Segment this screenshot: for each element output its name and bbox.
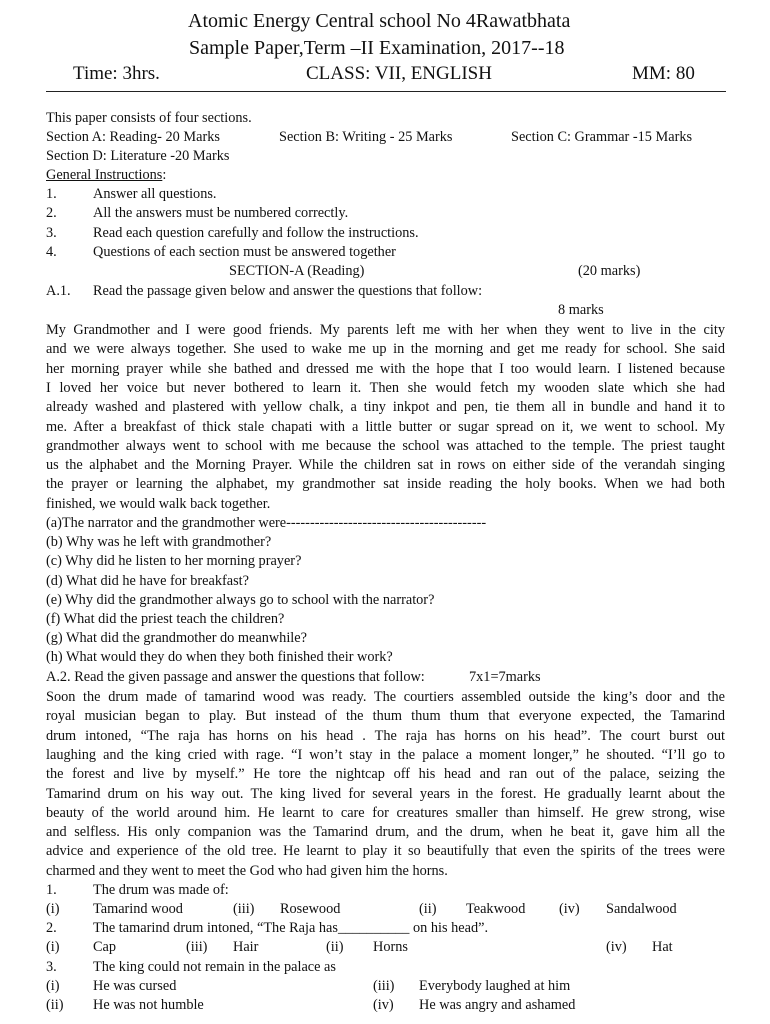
- passage-line: I loved her voice but never bothered to learn it. Then she would fetch my wooden slate which she had: [46, 379, 725, 396]
- option-text: Rosewood: [280, 901, 341, 917]
- school-title: Atomic Energy Central school No 4Rawatbhata: [188, 10, 571, 32]
- passage-line: and we were always together. She used to wake me up in the morning and get me ready for school. She said: [46, 341, 725, 358]
- passage-line: her morning prayer while she bathed and dressed me with the hope that I too would learn. I listened because: [46, 360, 725, 377]
- question-instruction: Read the passage given below and answer the questions that follow:: [93, 283, 483, 299]
- question-item: (h) What would they do when they both finished their work?: [46, 649, 393, 666]
- option-label: (ii): [419, 901, 437, 917]
- instruction-text: Questions of each section must be answered together: [93, 244, 396, 260]
- option-text: He was not humble: [93, 997, 204, 1013]
- option-text: Horns: [373, 939, 408, 955]
- section-c-marks: Section C: Grammar -15 Marks: [511, 129, 693, 145]
- section-a-total-marks: (20 marks): [578, 263, 641, 279]
- instruction-number: 3.: [46, 225, 57, 241]
- passage-line: grandmother always went to school with me because the school was attached to the temple. The priest taught: [46, 437, 725, 454]
- mcq-question: The tamarind drum intoned, “The Raja has__________ on his head”.: [93, 920, 489, 936]
- sections-intro: This paper consists of four sections.: [46, 110, 252, 126]
- paper-title: Sample Paper,Term –II Examination, 2017--18: [189, 37, 565, 59]
- option-label: (iii): [233, 901, 255, 917]
- passage-line: Tamarind drum on his way out. The king lived for several years in the forest. He gradually learnt about the: [46, 785, 725, 802]
- passage-line: and selfless. His only companion was the Tamarind drum, and the drum, when he beat it, gave him all the: [46, 824, 725, 841]
- question-item: (e) Why did the grandmother always go to school with the narrator?: [46, 591, 435, 608]
- instruction-text: Answer all questions.: [93, 186, 217, 202]
- option-label: (ii): [326, 939, 344, 955]
- option-text: Cap: [93, 939, 117, 955]
- passage-line: beauty of the world around him. He learnt to care for creatures smaller than himself. He grew strong, wise: [46, 804, 725, 821]
- option-label: (iv): [373, 997, 394, 1013]
- option-text: He was cursed: [93, 978, 177, 994]
- max-marks: MM: 80: [632, 63, 695, 84]
- section-b-marks: Section B: Writing - 25 Marks: [279, 129, 453, 145]
- question-item: (b) Why was he left with grandmother?: [46, 534, 272, 551]
- question-item: (g) What did the grandmother do meanwhile?: [46, 630, 307, 647]
- section-a-marks: Section A: Reading- 20 Marks: [46, 129, 220, 145]
- header-divider: [46, 91, 726, 92]
- passage-line: the forest and live by myself.” He tore the nightcap off his head and ran out of the palace, seizing the: [46, 766, 725, 783]
- option-label: (i): [46, 978, 60, 994]
- section-d-marks: Section D: Literature -20 Marks: [46, 148, 230, 164]
- passage-line: Soon the drum made of tamarind wood was ready. The courtiers assembled outside the king’s door and the: [46, 689, 725, 705]
- option-label: (i): [46, 901, 60, 917]
- passage-line: laughing and the king cried with rage. “I won’t stay in the palace a moment longer,” he shouted. “I’ll go to: [46, 746, 725, 763]
- question-item: (d) What did he have for breakfast?: [46, 572, 249, 589]
- option-label: (i): [46, 939, 60, 955]
- instruction-number: 1.: [46, 186, 57, 202]
- question-marks: 7x1=7marks: [469, 669, 541, 685]
- question-item: (a)The narrator and the grandmother were------------------------------------------: [46, 515, 487, 531]
- passage-line: royal musician began to play. But instead of the thum thum thum that everyone expected, the Tamarind: [46, 708, 725, 725]
- mcq-number: 2.: [46, 920, 57, 936]
- question-item: (f) What did the priest teach the children?: [46, 611, 285, 627]
- passage-line: drum intoned, “The raja has horns on his head . The raja has horns on his head”. The court burst out: [46, 727, 725, 744]
- mcq-question: The king could not remain in the palace as: [93, 959, 336, 975]
- instruction-number: 2.: [46, 205, 57, 221]
- option-label: (iii): [186, 939, 208, 955]
- option-text: He was angry and ashamed: [419, 997, 576, 1013]
- section-a-heading: SECTION-A (Reading): [229, 263, 365, 279]
- passage-line: me. After a breakfast of thick stale chapati with a little butter or sugar spread on it, we went to school. My: [46, 418, 725, 435]
- question-item: (c) Why did he listen to her morning prayer?: [46, 553, 302, 570]
- option-label: (iv): [559, 901, 580, 917]
- option-label: (iii): [373, 978, 395, 994]
- exam-time: Time: 3hrs.: [73, 63, 160, 84]
- option-text: Everybody laughed at him: [419, 978, 571, 994]
- instruction-text: Read each question carefully and follow the instructions.: [93, 225, 419, 241]
- passage-line: already washed and plastered with yellow chalk, a tiny inkpot and pen, tie them all in bundle and hand it to: [46, 399, 725, 416]
- instruction-text: All the answers must be numbered correctly.: [93, 205, 349, 221]
- option-label: (ii): [46, 997, 64, 1013]
- passage-line: the prayer or learning the alphabet, my grandmother sat inside reading the holy books. When we had both: [46, 476, 725, 493]
- mcq-number: 1.: [46, 882, 57, 898]
- instruction-number: 4.: [46, 244, 57, 260]
- general-instructions-heading: General Instructions:: [46, 167, 167, 183]
- mcq-number: 3.: [46, 959, 57, 975]
- option-text: Hat: [652, 939, 673, 955]
- option-text: Hair: [233, 939, 259, 955]
- passage-line: My Grandmother and I were good friends. My parents left me with her when they went to live in the city: [46, 322, 725, 338]
- option-text: Tamarind wood: [93, 901, 183, 917]
- question-number: A.1.: [46, 283, 71, 299]
- option-label: (iv): [606, 939, 627, 955]
- passage-line: finished, we would walk back together.: [46, 495, 271, 512]
- question-marks: 8 marks: [558, 302, 604, 318]
- question-instruction: A.2. Read the given passage and answer the questions that follow:: [46, 669, 425, 685]
- mcq-question: The drum was made of:: [93, 882, 229, 898]
- option-text: Teakwood: [466, 901, 526, 917]
- option-text: Sandalwood: [606, 901, 677, 917]
- passage-line: advice and experience of the old tree. He learnt to play it so beautifully that even the spirits of the trees were: [46, 843, 725, 860]
- passage-line: us the alphabet and the Morning Prayer. While the children sat in rows on either side of the verandah singing: [46, 457, 725, 474]
- passage-line: charmed and they went to meet the God who had given him the horns.: [46, 862, 448, 879]
- exam-class: CLASS: VII, ENGLISH: [306, 63, 492, 84]
